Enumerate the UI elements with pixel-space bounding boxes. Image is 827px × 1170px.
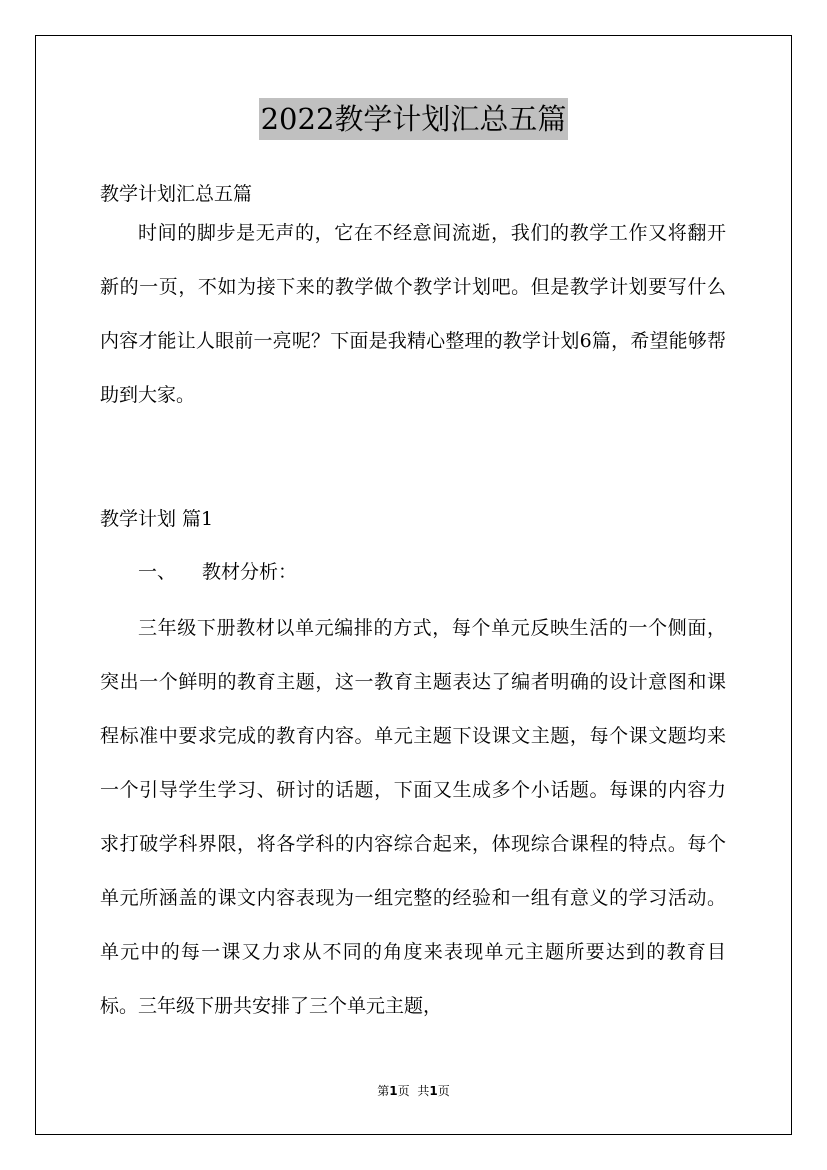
footer-total-prefix: 共	[417, 1084, 430, 1098]
section-heading: 教学计划 篇1	[100, 508, 214, 530]
sub-heading-text: 教材分析：	[202, 561, 298, 583]
footer-page-prefix: 第	[377, 1084, 390, 1098]
footer-total-suffix: 页	[437, 1084, 450, 1098]
footer-total-pages: 1	[429, 1084, 438, 1098]
title-container	[0, 98, 827, 140]
sub-heading	[100, 556, 726, 588]
body-paragraph: 三年级下册教材以单元编排的方式，每个单元反映生活的一个侧面，突出一个鲜明的教育主题，这一教育主题表达了编者明确的设计意图和课程标准中要求完成的教育内容。单元主题下设课文主题，每个课文题均来一个引导学生学习、研讨的话题，下面又生成多个小话题。每课的内容力求打破学科界限，将各学科的内容综合起来，体现综合课程的特点。每个单元所涵盖的课文内容表现为一组完整的经验和一组有意义的学习活动。单元中的每一课又力求从不同的角度来表现单元主题所要达到的教育目标。三年级下册共安排了三个单元主题，	[100, 617, 726, 1017]
footer-page-suffix: 页	[397, 1084, 410, 1098]
page-footer	[0, 1083, 827, 1099]
intro-paragraph: 时间的脚步是无声的，它在不经意间流逝，我们的教学工作又将翻开新的一页，不如为接下来的教学做个教学计划吧。但是教学计划要写什么内容才能让人眼前一亮呢？下面是我精心整理的教学计划6篇，希望能够帮助到大家。	[100, 222, 726, 406]
footer-page-current: 1	[389, 1084, 398, 1098]
document-subtitle: 教学计划汇总五篇	[100, 183, 253, 205]
sub-heading-number: 一、	[138, 561, 177, 583]
document-title: 2022教学计划汇总五篇	[259, 98, 569, 140]
